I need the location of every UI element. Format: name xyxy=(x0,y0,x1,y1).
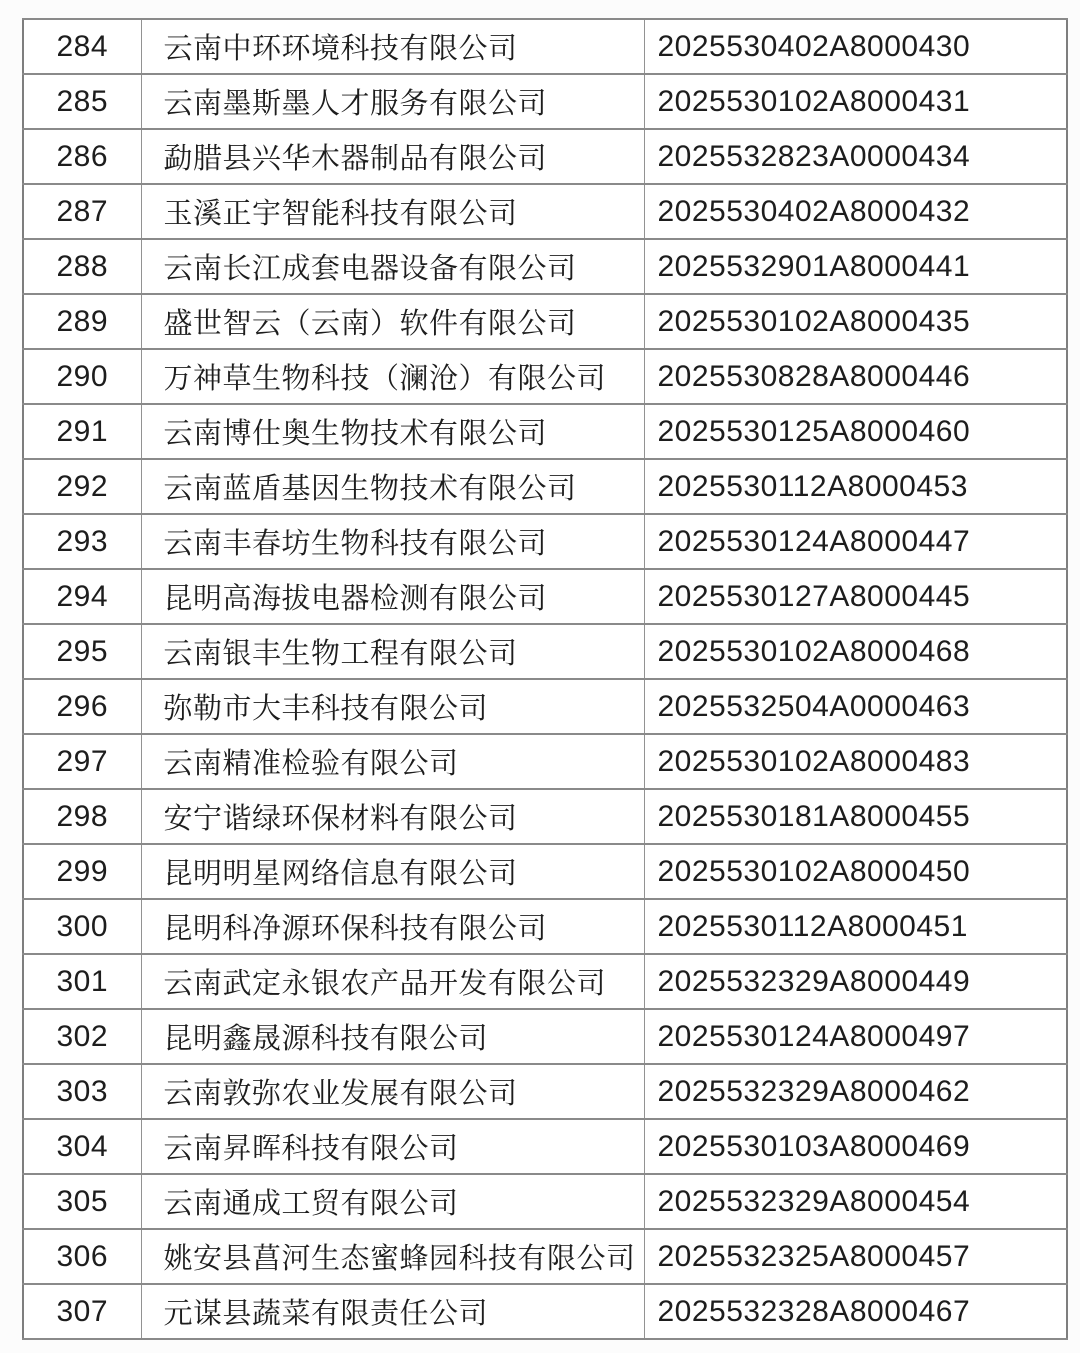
row-number-cell: 291 xyxy=(23,404,141,459)
table-row xyxy=(23,679,1067,734)
table-row xyxy=(23,404,1067,459)
row-number-cell: 285 xyxy=(23,74,141,129)
company-name-cell: 元谋县蔬菜有限责任公司 xyxy=(141,1284,644,1339)
company-name-cell: 玉溪正宇智能科技有限公司 xyxy=(141,184,644,239)
company-name-cell: 姚安县菖河生态蜜蜂园科技有限公司 xyxy=(141,1229,644,1284)
row-number-cell: 287 xyxy=(23,184,141,239)
table-row xyxy=(23,294,1067,349)
row-number-cell: 292 xyxy=(23,459,141,514)
table-row xyxy=(23,844,1067,899)
registration-code-cell: 2025530102A8000431 xyxy=(644,74,1067,129)
table-row xyxy=(23,1064,1067,1119)
table-row xyxy=(23,239,1067,294)
row-number-cell: 302 xyxy=(23,1009,141,1064)
registration-code-cell: 2025530124A8000497 xyxy=(644,1009,1067,1064)
company-name-cell: 云南通成工贸有限公司 xyxy=(141,1174,644,1229)
registration-code-cell: 2025532823A0000434 xyxy=(644,129,1067,184)
table-row xyxy=(23,1229,1067,1284)
registration-code-cell: 2025532504A0000463 xyxy=(644,679,1067,734)
company-name-cell: 云南长江成套电器设备有限公司 xyxy=(141,239,644,294)
row-number-cell: 300 xyxy=(23,899,141,954)
company-name-cell: 云南银丰生物工程有限公司 xyxy=(141,624,644,679)
registration-code-cell: 2025532329A8000454 xyxy=(644,1174,1067,1229)
table-row xyxy=(23,734,1067,789)
table-row xyxy=(23,19,1067,74)
table-row xyxy=(23,624,1067,679)
company-name-cell: 万神草生物科技（澜沧）有限公司 xyxy=(141,349,644,404)
registration-code-cell: 2025530402A8000432 xyxy=(644,184,1067,239)
row-number-cell: 286 xyxy=(23,129,141,184)
registration-code-cell: 2025530828A8000446 xyxy=(644,349,1067,404)
row-number-cell: 284 xyxy=(23,19,141,74)
company-name-cell: 弥勒市大丰科技有限公司 xyxy=(141,679,644,734)
row-number-cell: 303 xyxy=(23,1064,141,1119)
table-row xyxy=(23,1174,1067,1229)
registration-code-cell: 2025530102A8000468 xyxy=(644,624,1067,679)
table-row xyxy=(23,184,1067,239)
table-row xyxy=(23,1284,1067,1339)
registration-code-cell: 2025530112A8000453 xyxy=(644,459,1067,514)
registration-code-cell: 2025532328A8000467 xyxy=(644,1284,1067,1339)
company-table-body xyxy=(23,19,1067,1339)
table-row xyxy=(23,899,1067,954)
registration-code-cell: 2025532329A8000462 xyxy=(644,1064,1067,1119)
registration-code-cell: 2025532325A8000457 xyxy=(644,1229,1067,1284)
row-number-cell: 298 xyxy=(23,789,141,844)
company-name-cell: 勐腊县兴华木器制品有限公司 xyxy=(141,129,644,184)
row-number-cell: 296 xyxy=(23,679,141,734)
company-name-cell: 云南昇晖科技有限公司 xyxy=(141,1119,644,1174)
table-row xyxy=(23,569,1067,624)
company-name-cell: 云南敦弥农业发展有限公司 xyxy=(141,1064,644,1119)
registration-code-cell: 2025530112A8000451 xyxy=(644,899,1067,954)
table-row xyxy=(23,129,1067,184)
company-name-cell: 安宁谐绿环保材料有限公司 xyxy=(141,789,644,844)
company-name-cell: 云南博仕奥生物技术有限公司 xyxy=(141,404,644,459)
row-number-cell: 293 xyxy=(23,514,141,569)
table-row xyxy=(23,954,1067,1009)
company-name-cell: 昆明高海拔电器检测有限公司 xyxy=(141,569,644,624)
registration-code-cell: 2025530102A8000450 xyxy=(644,844,1067,899)
row-number-cell: 288 xyxy=(23,239,141,294)
registration-code-cell: 2025530181A8000455 xyxy=(644,789,1067,844)
company-name-cell: 云南精准检验有限公司 xyxy=(141,734,644,789)
company-name-cell: 云南墨斯墨人才服务有限公司 xyxy=(141,74,644,129)
company-name-cell: 昆明科净源环保科技有限公司 xyxy=(141,899,644,954)
table-row xyxy=(23,789,1067,844)
registration-code-cell: 2025530125A8000460 xyxy=(644,404,1067,459)
table-row xyxy=(23,459,1067,514)
company-name-cell: 昆明鑫晟源科技有限公司 xyxy=(141,1009,644,1064)
row-number-cell: 301 xyxy=(23,954,141,1009)
row-number-cell: 307 xyxy=(23,1284,141,1339)
table-row xyxy=(23,1009,1067,1064)
company-list-table xyxy=(22,18,1068,1340)
company-name-cell: 昆明明星网络信息有限公司 xyxy=(141,844,644,899)
table-row xyxy=(23,1119,1067,1174)
row-number-cell: 304 xyxy=(23,1119,141,1174)
table-row xyxy=(23,74,1067,129)
row-number-cell: 305 xyxy=(23,1174,141,1229)
registration-code-cell: 2025530102A8000483 xyxy=(644,734,1067,789)
registration-code-cell: 2025530124A8000447 xyxy=(644,514,1067,569)
row-number-cell: 297 xyxy=(23,734,141,789)
registration-code-cell: 2025530127A8000445 xyxy=(644,569,1067,624)
row-number-cell: 290 xyxy=(23,349,141,404)
row-number-cell: 295 xyxy=(23,624,141,679)
company-name-cell: 云南中环环境科技有限公司 xyxy=(141,19,644,74)
company-name-cell: 盛世智云（云南）软件有限公司 xyxy=(141,294,644,349)
row-number-cell: 294 xyxy=(23,569,141,624)
registration-code-cell: 2025532901A8000441 xyxy=(644,239,1067,294)
registration-code-cell: 2025530402A8000430 xyxy=(644,19,1067,74)
table-row xyxy=(23,349,1067,404)
row-number-cell: 289 xyxy=(23,294,141,349)
registration-code-cell: 2025530103A8000469 xyxy=(644,1119,1067,1174)
row-number-cell: 306 xyxy=(23,1229,141,1284)
table-row xyxy=(23,514,1067,569)
company-name-cell: 云南丰春坊生物科技有限公司 xyxy=(141,514,644,569)
registration-code-cell: 2025530102A8000435 xyxy=(644,294,1067,349)
company-name-cell: 云南蓝盾基因生物技术有限公司 xyxy=(141,459,644,514)
company-name-cell: 云南武定永银农产品开发有限公司 xyxy=(141,954,644,1009)
registration-code-cell: 2025532329A8000449 xyxy=(644,954,1067,1009)
row-number-cell: 299 xyxy=(23,844,141,899)
